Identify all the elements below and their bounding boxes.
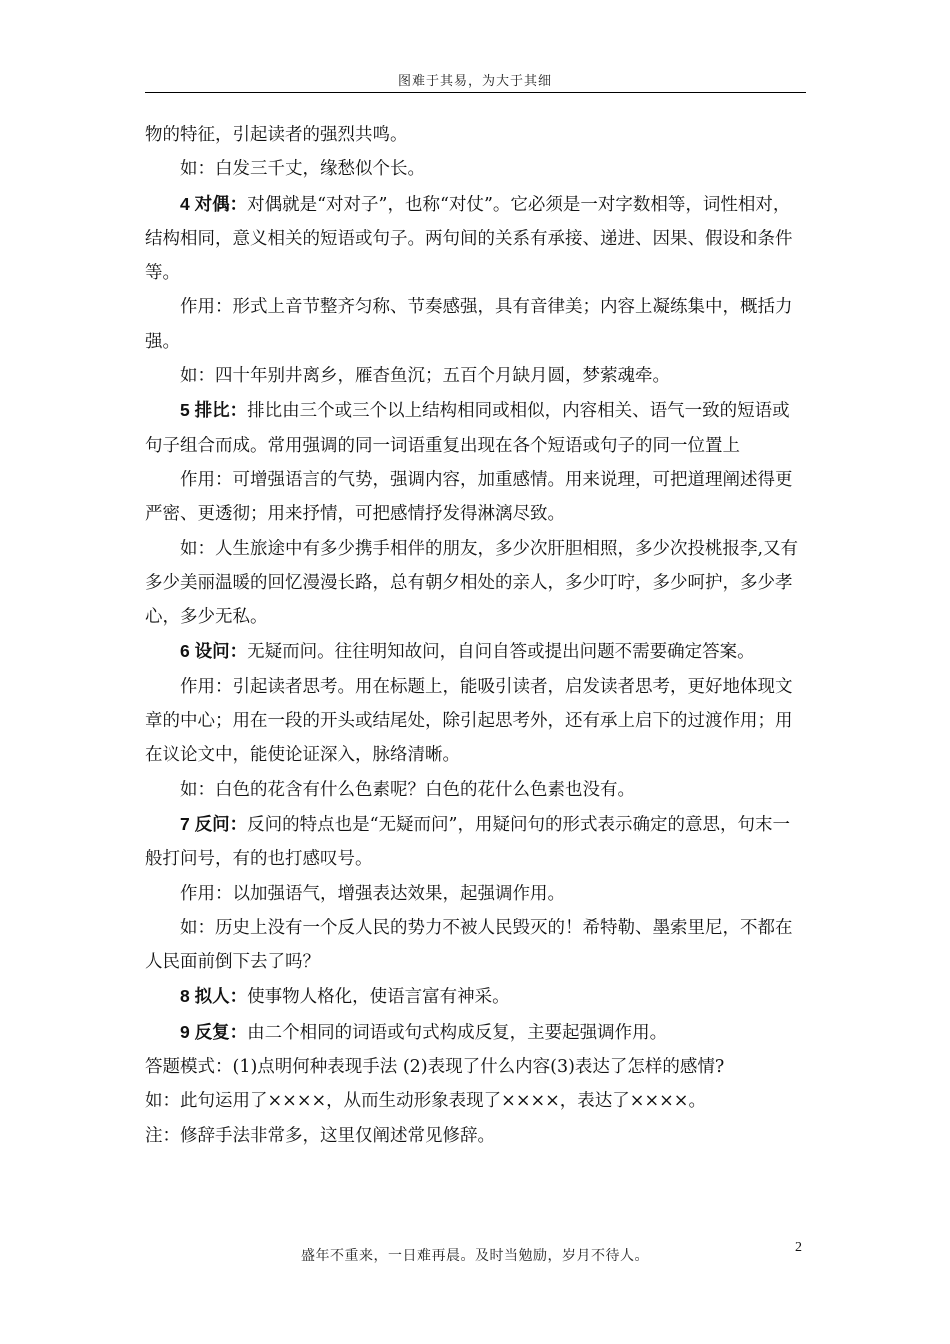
function-counter-question xyxy=(145,877,807,911)
paragraph-text: 排比由三个或三个以上结构相同或相似，内容相关、语气一致的短语或句子组合而成。常用强调的同一词语重复出现在各个短语或句子的同一位置上 xyxy=(145,401,790,456)
paragraph-text: 如：四十年别井离乡，雁杳鱼沉；五百个月缺月圆，梦萦魂牵。 xyxy=(180,366,670,387)
paragraph-text: 如：历史上没有一个反人民的势力不被人民毁灭的！希特勒、墨索里尼，不都在人民面前倒下去了吗？ xyxy=(145,917,793,973)
page-header-motto: 图难于其易，为大于其细 xyxy=(397,74,552,89)
page-number: 2 xyxy=(795,1240,802,1255)
section-personification xyxy=(145,979,807,1014)
paragraph-continuation xyxy=(145,118,807,152)
paragraph-text: 如：此句运用了××××，从而生动形象表现了××××，表达了××××。 xyxy=(145,1091,706,1112)
paragraph-text: 物的特征，引起读者的强烈共鸣。 xyxy=(145,125,408,145)
section-counter-question xyxy=(145,807,807,877)
paragraph-text: 注：修辞手法非常多，这里仅阐述常见修辞。 xyxy=(145,1125,495,1146)
paragraph-text: 作用：形式上音节整齐匀称、节奏感强，具有音律美；内容上凝练集中，概括力强。 xyxy=(145,297,793,352)
paragraph-text: 作用：可增强语言的气势，强调内容，加重感情。用来说理，可把道理阐述得更严密、更透彻；用来抒情，可把感情抒发得淋漓尽致。 xyxy=(145,469,793,525)
answer-example xyxy=(145,1084,807,1118)
note xyxy=(145,1119,807,1153)
section-rhetorical-question xyxy=(145,634,807,669)
example-counter-question xyxy=(145,911,807,980)
section-antithesis xyxy=(145,187,807,291)
section-heading: 4 对偶： xyxy=(180,193,248,214)
section-heading: 7 反问： xyxy=(180,813,248,834)
page-footer-motto: 盛年不重来，一日难再晨。及时当勉励，岁月不待人。 xyxy=(301,1248,649,1264)
example-antithesis xyxy=(145,359,807,393)
paragraph-text: 作用：以加强语气，增强表达效果，起强调作用。 xyxy=(180,883,565,904)
example-parallelism xyxy=(145,532,807,635)
paragraph-text: 无疑而问。往往明知故问，自问自答或提出问题不需要确定答案。 xyxy=(247,642,755,663)
paragraph-text: 对偶就是“对对子”，也称“对仗”。它必须是一对字数相等，词性相对，结构相同，意义相关的短语或句子。两句间的关系有承接、递进、因果、假设和条件等。 xyxy=(145,194,793,284)
section-heading: 8 拟人： xyxy=(180,986,248,1007)
section-heading: 5 排比： xyxy=(180,400,248,421)
function-antithesis xyxy=(145,290,807,359)
function-parallelism xyxy=(145,463,807,532)
example-hyperbole xyxy=(145,152,807,186)
document-body xyxy=(145,118,807,1153)
function-rhetorical-question xyxy=(145,670,807,773)
section-heading: 9 反复： xyxy=(180,1021,248,1042)
section-repetition xyxy=(145,1015,807,1050)
answer-template xyxy=(145,1050,807,1084)
paragraph-text: 如：白发三千丈，缘愁似个长。 xyxy=(180,159,425,180)
paragraph-text: 如：白色的花含有什么色素呢？白色的花什么色素也没有。 xyxy=(180,779,635,800)
section-parallelism xyxy=(145,393,807,463)
header-divider xyxy=(145,92,806,93)
example-rhetorical-question xyxy=(145,773,807,807)
paragraph-text: 反问的特点也是“无疑而问”，用疑问句的形式表示确定的意思，句末一般打问号，有的也打感叹号。 xyxy=(145,814,791,870)
paragraph-text: 由二个相同的词语或句式构成反复，主要起强调作用。 xyxy=(247,1022,668,1043)
section-heading: 6 设问： xyxy=(180,641,248,662)
paragraph-text: 答题模式：(1)点明何种表现手法 (2)表现了什么内容(3)表达了怎样的感情? xyxy=(145,1057,725,1078)
paragraph-text: 作用：引起读者思考。用在标题上，能吸引读者，启发读者思考，更好地体现文章的中心；用在一段的开头或结尾处，除引起思考外，还有承上启下的过渡作用；用在议论文中，能使论证深入，脉络清晰。 xyxy=(145,676,793,766)
paragraph-text: 使事物人格化，使语言富有神采。 xyxy=(247,987,510,1008)
paragraph-text: 如：人生旅途中有多少携手相伴的朋友，多少次肝胆相照，多少次投桃报李,又有多少美丽温暖的回忆漫漫长路，总有朝夕相处的亲人，多少叮咛，多少呵护，多少孝心，多少无私。 xyxy=(145,538,799,628)
